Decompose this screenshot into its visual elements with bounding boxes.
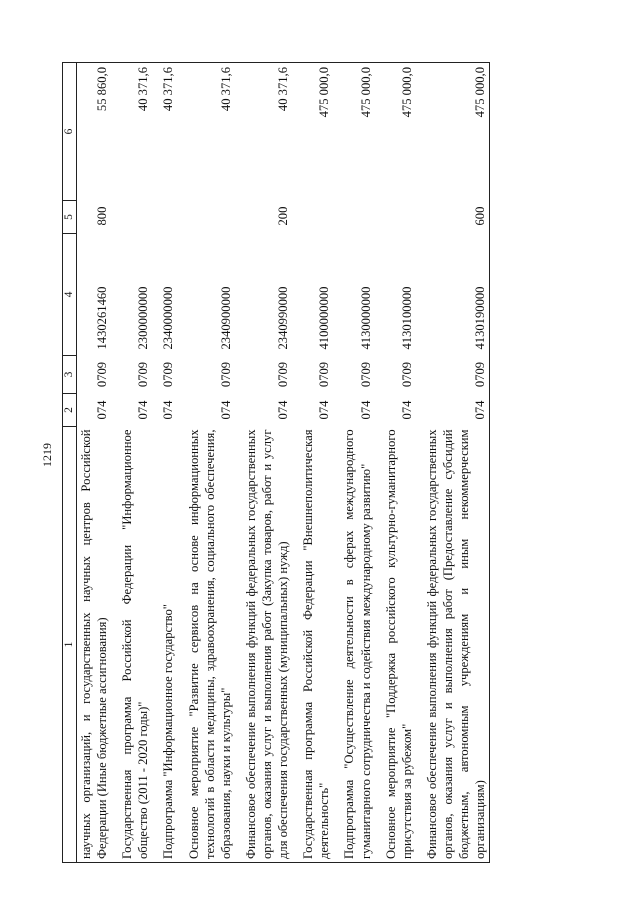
cell-ministry: 074	[317, 400, 332, 420]
cell-section: 0709	[399, 361, 414, 388]
cell-section: 0709	[317, 361, 332, 388]
row-name: Основное мероприятие "Поддержка российского культурно-гуманитарного присутствия за рубежом"	[375, 427, 416, 863]
cell-target-article: 4100000000	[317, 286, 332, 350]
table-row	[292, 63, 333, 863]
cell-amount: 475 000,0	[333, 63, 374, 201]
cell-amount: 40 371,6	[178, 63, 235, 201]
cell-target-article: 4130000000	[358, 286, 373, 350]
cell-expense-type	[178, 201, 235, 234]
cell-target-article: 4130100000	[399, 286, 414, 350]
cell-expense-type	[152, 201, 177, 234]
row-name: Государственная программа Российской Федерации "Внешнеполитическая деятельность"	[292, 427, 333, 863]
row-name: Финансовое обеспечение выполнения функций федеральных государственных органов, оказания услуг и выполнения работ (Предоставление субсидий бюджетным, автономным учреждениям и иным некоммерческим организациям)	[416, 427, 490, 863]
table-row	[77, 63, 112, 863]
cell-ministry: 074	[358, 400, 373, 420]
cell-expense-type: 200	[276, 206, 291, 226]
cell-amount: 475 000,0	[292, 63, 333, 201]
row-name: научных организаций, и государственных научных центров Российской Федерации (Иные бюджетные ассигнования)	[77, 427, 112, 863]
cell-amount: 475 000,0	[416, 63, 490, 201]
cell-ministry: 074	[416, 394, 490, 427]
table-row	[235, 63, 292, 863]
page-number: 1219	[40, 443, 54, 467]
row-name: Подпрограмма "Информационное государство"	[152, 427, 177, 863]
table-row	[333, 63, 374, 863]
cell-target-article: 2340990000	[276, 286, 291, 350]
table-header-row	[63, 63, 77, 863]
cell-section: 0709	[136, 361, 151, 388]
column-header: 1	[63, 427, 77, 863]
cell-expense-type	[375, 201, 416, 234]
cell-ministry: 074	[399, 400, 414, 420]
row-name: Государственная программа Российской Федерации "Информационное общество (2011 - 2020 годы)"	[111, 427, 152, 863]
budget-table	[62, 62, 490, 863]
row-name: Финансовое обеспечение выполнения функций федеральных государственных органов, оказания услуг и выполнения работ (Закупка товаров, работ и услуг для обеспечения государственных (муниципальных) нужд)	[235, 427, 292, 863]
table-row	[152, 63, 177, 863]
column-header: 5	[63, 201, 77, 234]
cell-ministry: 074	[161, 400, 176, 420]
cell-expense-type	[333, 201, 374, 234]
cell-amount: 40 371,6	[235, 63, 292, 201]
cell-expense-type	[292, 201, 333, 234]
cell-section: 0709	[161, 361, 176, 388]
column-header: 4	[63, 234, 77, 356]
cell-target-article: 2300000000	[136, 286, 151, 350]
cell-section: 0709	[416, 356, 490, 394]
row-name: Основное мероприятие "Развитие сервисов на основе информационных технологий в области медицины, здравоохранения, социального обеспечения, образования, науки и культуры"	[178, 427, 235, 863]
cell-section: 0709	[358, 361, 373, 388]
cell-ministry: 074	[276, 400, 291, 420]
cell-ministry: 074	[218, 400, 233, 420]
cell-expense-type: 800	[95, 206, 110, 226]
table-row	[416, 63, 490, 863]
cell-ministry: 074	[136, 400, 151, 420]
column-header: 6	[63, 63, 77, 201]
cell-amount: 40 371,6	[111, 63, 152, 201]
cell-target-article: 2340900000	[218, 286, 233, 350]
column-header: 3	[63, 356, 77, 394]
table-row	[111, 63, 152, 863]
cell-section: 0709	[276, 361, 291, 388]
table-row	[375, 63, 416, 863]
cell-expense-type	[111, 201, 152, 234]
cell-target-article: 4130190000	[416, 234, 490, 356]
cell-amount: 55 860,0	[77, 63, 112, 201]
cell-expense-type: 600	[416, 201, 490, 234]
cell-section: 0709	[95, 361, 110, 388]
cell-amount: 475 000,0	[375, 63, 416, 201]
cell-target-article: 2340000000	[161, 286, 176, 350]
cell-ministry: 074	[95, 400, 110, 420]
cell-target-article: 1430261460	[95, 286, 110, 350]
column-header: 2	[63, 394, 77, 427]
table-row	[178, 63, 235, 863]
cell-section: 0709	[218, 361, 233, 388]
row-name: Подпрограмма "Осуществление деятельности в сферах международного гуманитарного сотрудничества и содействия международному развитию"	[333, 427, 374, 863]
cell-amount: 40 371,6	[152, 63, 177, 201]
